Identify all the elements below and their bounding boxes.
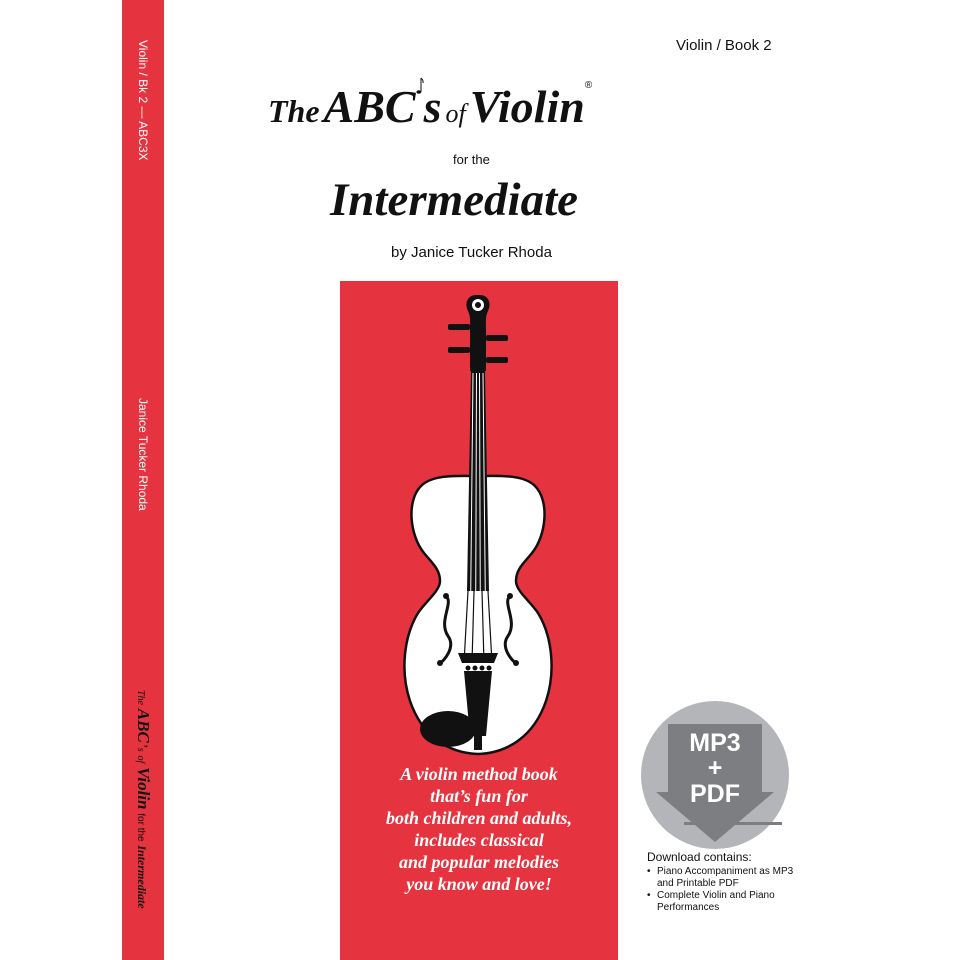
title-violin: Violin <box>469 81 585 132</box>
book-title <box>268 80 688 133</box>
tagline-line: that’s fun for <box>430 786 528 806</box>
tagline <box>340 763 618 895</box>
spine-title-for-the: for the <box>135 813 146 842</box>
badge-pdf: PDF <box>690 780 740 808</box>
title-s: s <box>423 81 442 132</box>
spine-title-s: s <box>135 747 146 752</box>
download-list <box>647 866 807 914</box>
list-item: • Piano Accompaniment as MP3 and Printable PDF <box>647 866 807 890</box>
spine-title: The ABC’s of Violin for the Intermediate <box>134 690 153 909</box>
spine-title-the: The <box>135 690 146 705</box>
spine-code: Violin / Bk 2 — ABC3X <box>136 40 150 161</box>
spine-title-violin: Violin <box>134 766 153 810</box>
tagline-line: and popular melodies <box>398 852 559 872</box>
spine-title-abc: ABC <box>134 708 153 743</box>
tagline-line: you know and love! <box>406 874 552 894</box>
violin-icon <box>388 291 568 761</box>
registered-mark: ® <box>584 80 593 91</box>
for-the-label: for the <box>453 152 490 167</box>
title-of: of <box>445 99 466 128</box>
music-note-icon <box>416 76 424 96</box>
tagline-line: A violin method book <box>400 764 558 784</box>
tagline-line: includes classical <box>414 830 544 850</box>
download-heading: Download contains: <box>647 850 752 864</box>
badge-mp3: MP3 <box>689 729 741 757</box>
spine-author: Janice Tucker Rhoda <box>136 398 150 511</box>
badge-plus: + <box>707 754 723 782</box>
book-subtitle: Intermediate <box>330 174 579 226</box>
tagline-line: both children and adults, <box>385 808 573 828</box>
title-the: The <box>268 93 320 129</box>
list-item: • Complete Violin and Piano Performances <box>647 890 807 914</box>
series-label: Violin / Book 2 <box>676 37 772 54</box>
spine-title-of: of <box>135 755 146 764</box>
author-line: by Janice Tucker Rhoda <box>391 244 552 261</box>
title-abc: ABC <box>323 81 416 132</box>
spine-title-subtitle: Intermediate <box>135 845 149 909</box>
